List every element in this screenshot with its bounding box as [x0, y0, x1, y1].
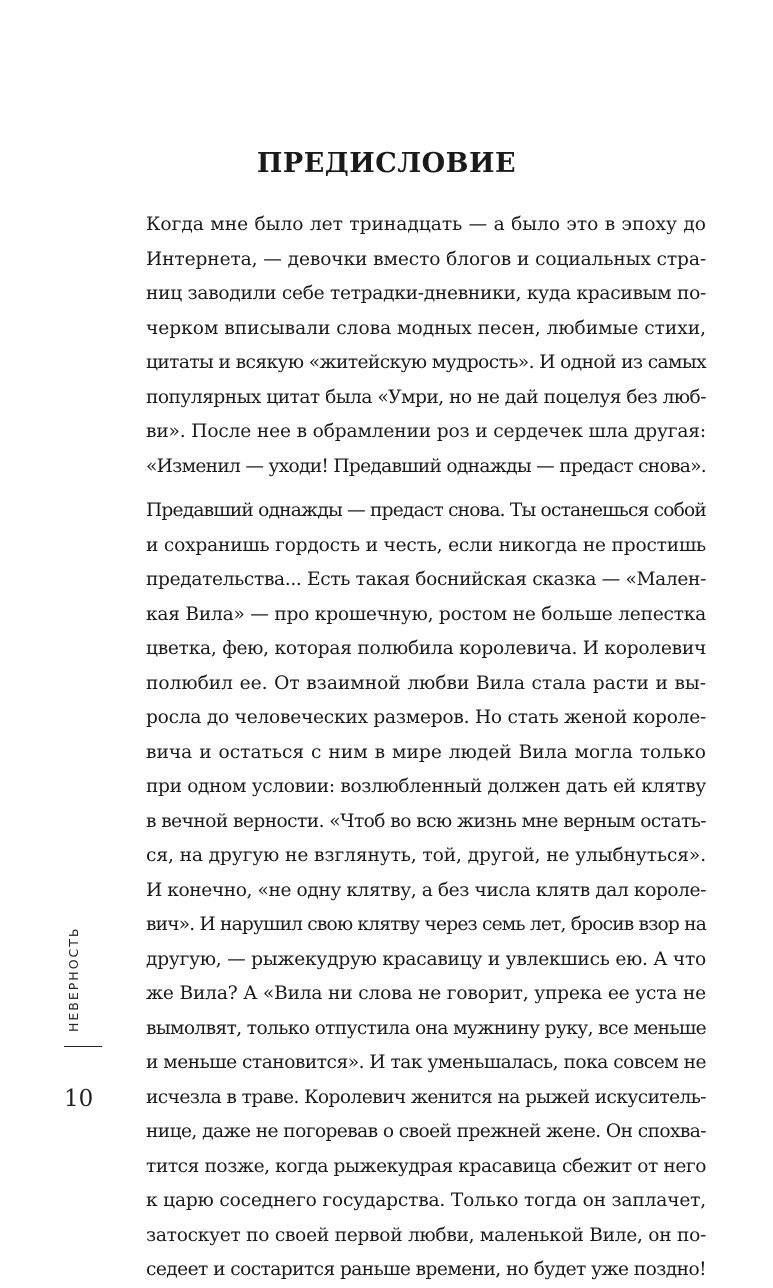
text-line: другую, — рыжекудрую красавицу и увлекшись ею. А что — [146, 948, 707, 970]
text-line: вич». И нарушил свою клятву через семь лет, бросив взор на — [146, 914, 706, 935]
text-line: черком вписывали слова модных песен, любимые стихи, — [146, 317, 707, 339]
paragraph — [146, 494, 706, 1288]
text-line: популярных цитат была «Умри, но не дай поцелуя без люб- — [146, 386, 706, 408]
text-line: И конечно, «не одну клятву, а без числа клятв дал короле- — [146, 879, 706, 901]
page-title: ПРЕДИСЛОВИЕ — [256, 148, 517, 180]
text-line: ви». После нее в обрамлении роз и сердечек шла другая: — [146, 421, 706, 442]
text-line: росла до человеческих размеров. Но стать женой короле- — [146, 707, 707, 728]
text-line: цветка, фею, которая полюбила королевича. И королевич — [146, 638, 706, 659]
paragraph — [146, 208, 706, 484]
text-line: ся, на другую не взглянуть, той, другой, не улыбнуться». — [146, 845, 707, 866]
text-line: тится позже, когда рыжекудрая красавица сбежит от него — [146, 1155, 706, 1177]
text-line: вымолвят, только отпустила она мужнину руку, все меньше — [146, 1017, 706, 1039]
text-line: полюбил ее. От взаимной любви Вила стала расти и вы- — [146, 672, 706, 694]
text-line: в вечной верности. «Чтоб во всю жизнь мне верным остать- — [146, 810, 706, 832]
text-line: затоскует по своей первой любви, маленькой Виле, он по- — [146, 1224, 707, 1246]
text-line: Предавший однажды — предаст снова. Ты останешься собой — [146, 500, 707, 521]
text-line: к царю соседнего государства. Только тогда он заплачет, — [146, 1190, 707, 1211]
text-line: исчезла в траве. Королевич женится на рыжей искуситель- — [146, 1086, 706, 1108]
text-line: и меньше становится». И так уменьшалась, пока совсем не — [146, 1052, 707, 1073]
text-line: цитаты и всякую «житейскую мудрость». И одной из самых — [146, 352, 707, 373]
text-line: предательства... Есть такая боснийская сказка — «Мален- — [146, 569, 707, 590]
running-head: НЕВЕРНОСТЬ — [66, 926, 81, 1032]
running-head-rule — [64, 1046, 102, 1047]
text-line: «Изменил — уходи! Предавший однажды — предаст снова». — [146, 455, 706, 477]
text-line: же Вила? А «Вила ни слова не говорит, упрека ее уста не — [146, 983, 706, 1004]
text-line: ниц заводили себе тетрадки-дневники, куда красивым по- — [146, 283, 706, 304]
text-line: кая Вила» — про крошечную, ростом не больше лепестка — [146, 603, 706, 625]
text-line: Интернета, — девочки вместо блогов и социальных стра- — [146, 248, 706, 270]
body-text — [146, 208, 706, 1288]
text-line: вича и остаться с ним в мире людей Вила могла только — [146, 741, 706, 763]
text-line: при одном условии: возлюбленный должен дать ей клятву — [146, 776, 706, 797]
page-number: 10 — [64, 1086, 94, 1112]
text-line: и сохранишь гордость и честь, если никогда не простишь — [146, 534, 706, 556]
text-line: Когда мне было лет тринадцать — а было это в эпоху до — [146, 214, 706, 235]
text-line: нице, даже не погоревав о своей прежней жене. Он спохва- — [146, 1121, 706, 1142]
text-line: седеет и состарится раньше времени, но будет уже поздно! — [146, 1259, 706, 1280]
